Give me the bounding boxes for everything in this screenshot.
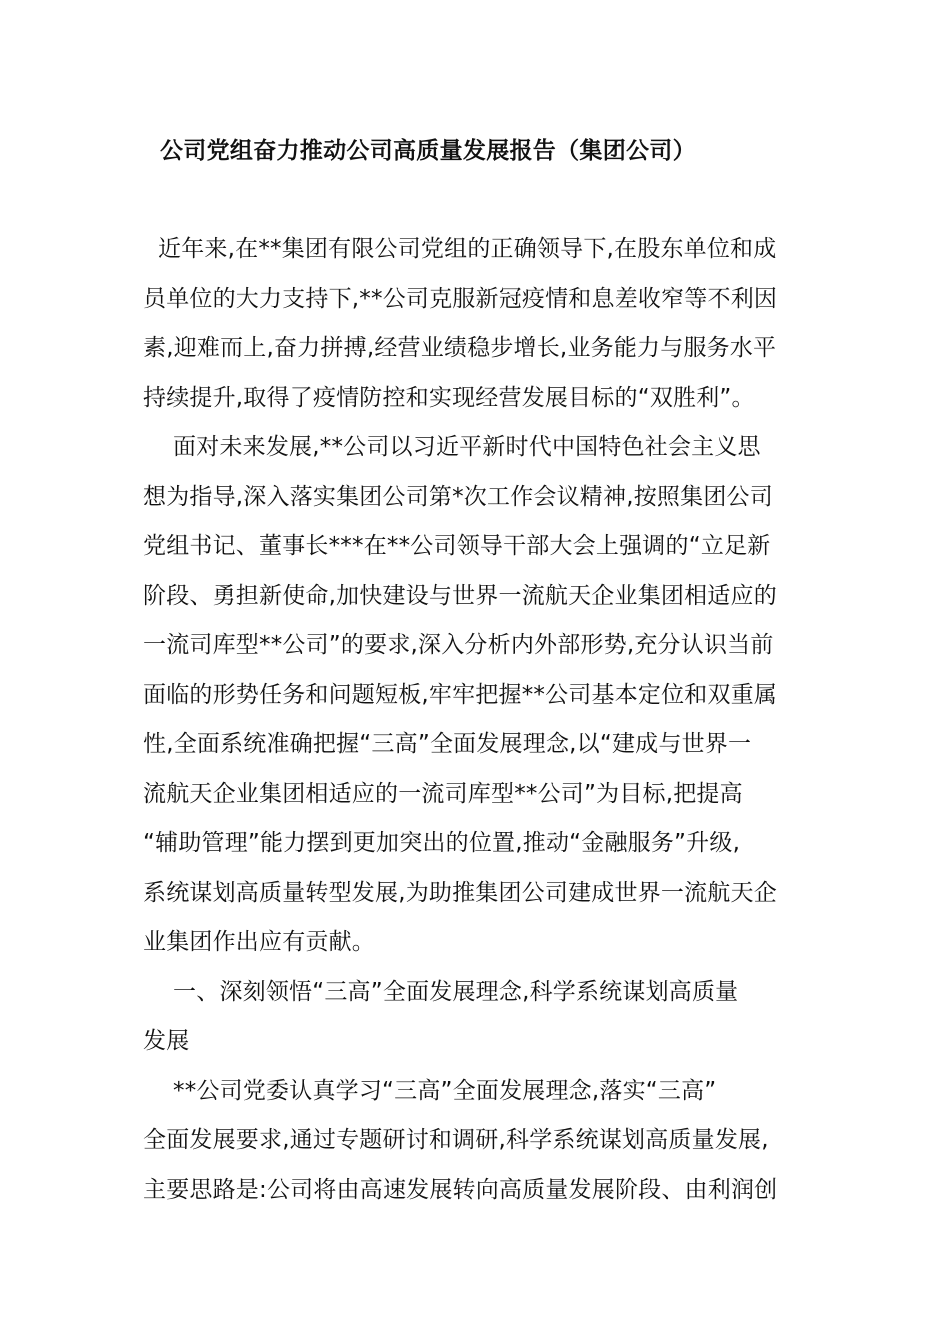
body-line: 性,全面系统准确把握“三高”全面发展理念,以“建成与世界一 (143, 731, 752, 757)
body-line: 主要思路是:公司将由高速发展转向高质量发展阶段、由利润创 (143, 1176, 778, 1203)
section-heading-line: 发展 (143, 1028, 190, 1054)
section-heading-line: 一、深刻领悟“三高”全面发展理念,科学系统谋划高质量 (143, 978, 739, 1005)
body-line: 全面发展要求,通过专题研讨和调研,科学系统谋划高质量发展, (143, 1127, 769, 1153)
body-line: 近年来,在**集团有限公司党组的正确领导下,在股东单位和成 (143, 236, 777, 262)
body-line: 持续提升,取得了疫情防控和实现经营发展目标的“双胜利”。 (143, 384, 755, 411)
body-line: “辅助管理”能力摆到更加突出的位置,推动“金融服务”升级, (143, 830, 741, 856)
body-line: 阶段、勇担新使命,加快建设与世界一流航天企业集团相适应的 (143, 582, 777, 609)
body-line: 员单位的大力支持下,**公司克服新冠疫情和息差收窄等不利因 (143, 285, 778, 312)
document-title: 公司党组奋力推动公司高质量发展报告（集团公司） (160, 138, 696, 164)
body-line: 素,迎难而上,奋力拼搏,经营业绩稳步增长,业务能力与服务水平 (143, 335, 777, 361)
body-line: 业集团作出应有贡献。 (143, 929, 375, 955)
body-line: 党组书记、董事长***在**公司领导干部大会上强调的“立足新 (143, 533, 771, 559)
document-body (143, 225, 811, 1215)
body-line: 流航天企业集团相适应的一流司库型**公司”为目标,把提高 (143, 780, 743, 807)
body-line: 面对未来发展,**公司以习近平新时代中国特色社会主义思 (143, 434, 761, 460)
body-line: 想为指导,深入落实集团公司第*次工作会议精神,按照集团公司 (143, 483, 773, 510)
body-line: 系统谋划高质量转型发展,为助推集团公司建成世界一流航天企 (143, 879, 777, 906)
body-line: 面临的形势任务和问题短板,牢牢把握**公司基本定位和双重属 (143, 681, 778, 708)
body-line: **公司党委认真学习“三高”全面发展理念,落实“三高” (143, 1077, 717, 1104)
body-line: 一流司库型**公司”的要求,深入分析内外部形势,充分认识当前 (143, 632, 774, 658)
